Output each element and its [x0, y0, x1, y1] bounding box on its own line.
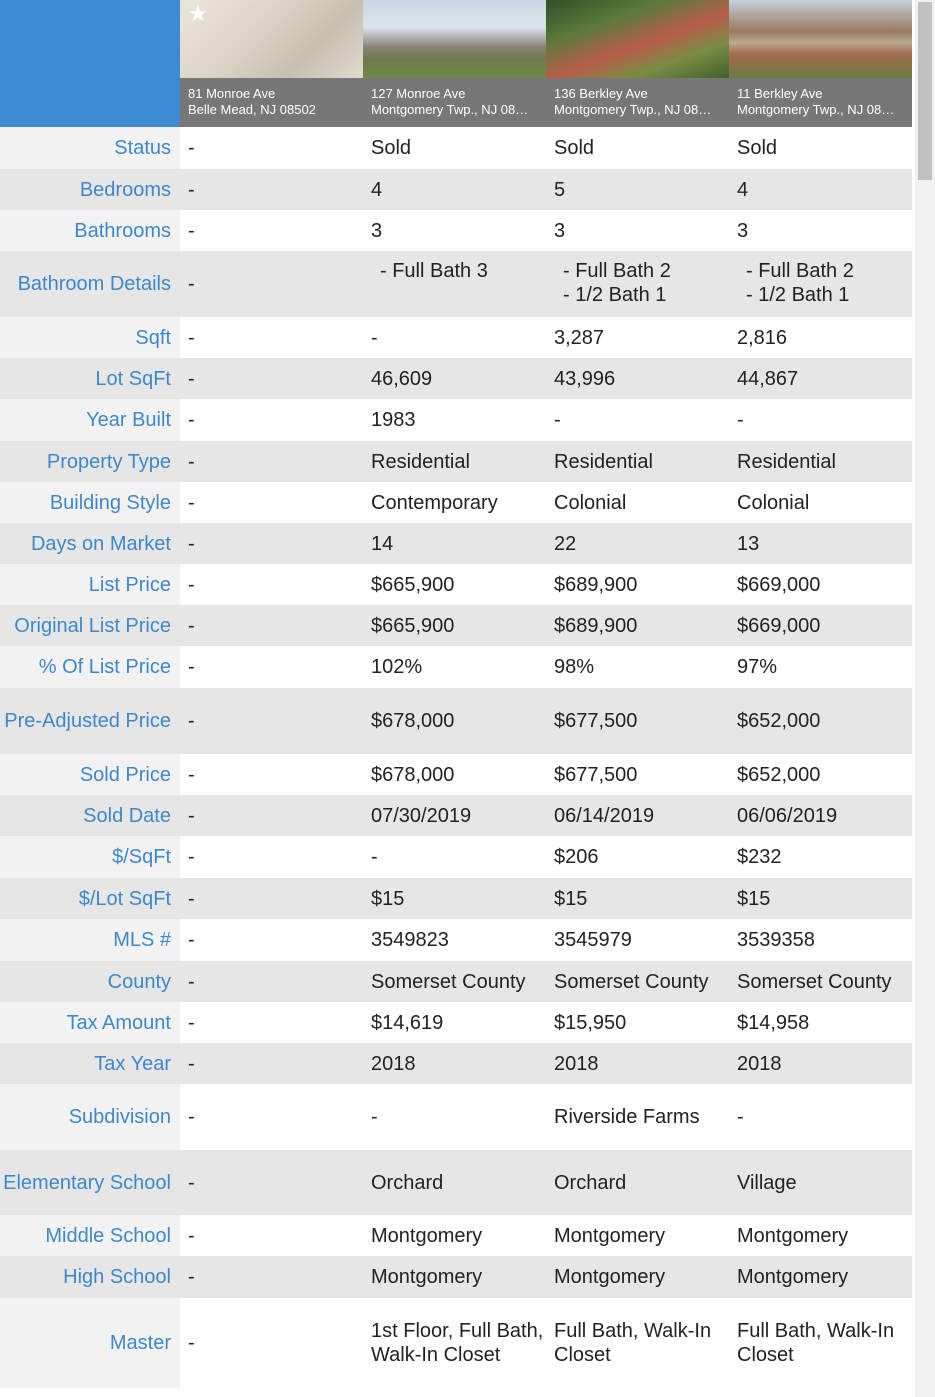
row-value: -: [180, 523, 363, 564]
row-label: Year Built: [0, 399, 180, 441]
row-value: $665,900: [363, 605, 546, 646]
table-row: [0, 754, 915, 795]
row-value: -: [180, 961, 363, 1002]
row-value: -: [188, 491, 195, 514]
table-row: [0, 646, 915, 688]
vertical-scrollbar[interactable]: [915, 0, 935, 1397]
row-value: Contemporary: [371, 491, 498, 514]
row-value: -: [180, 1150, 363, 1215]
row-label: Property Type: [0, 441, 180, 482]
row-label: Bathrooms: [0, 210, 180, 251]
row-value: 1st Floor, Full Bath, Walk-In Closet: [371, 1320, 544, 1366]
row-value: $15,950: [554, 1011, 627, 1034]
row-value: -: [188, 1011, 195, 1034]
row-label: Tax Year: [0, 1043, 180, 1084]
row-value: - Full Bath 3: [363, 251, 546, 317]
row-value: Colonial: [554, 491, 627, 514]
property-header-3[interactable]: [546, 0, 729, 127]
table-row: [0, 688, 915, 754]
table-row: [0, 1043, 915, 1084]
row-value: -: [180, 251, 363, 317]
row-value: $677,500: [554, 763, 638, 786]
row-value: Riverside Farms: [554, 1106, 700, 1128]
row-value: -: [180, 795, 363, 836]
property-address: 136 Berkley Ave: [554, 86, 648, 101]
row-value: $677,500: [546, 688, 729, 754]
row-value: $15: [729, 878, 912, 919]
property-city: Montgomery Twp., NJ 08…: [737, 102, 895, 117]
row-label: High School: [0, 1256, 180, 1298]
row-value: 06/06/2019: [729, 795, 912, 836]
property-caption: [546, 78, 729, 127]
row-value: 2018: [729, 1043, 912, 1084]
row-value: -: [188, 846, 195, 868]
row-value: Orchard: [546, 1150, 729, 1215]
row-label: Original List Price: [0, 605, 180, 646]
row-value: $206: [554, 846, 599, 868]
row-value: Village: [729, 1150, 912, 1215]
row-value: -: [371, 1106, 378, 1128]
colonial-house-photo[interactable]: [729, 0, 912, 78]
row-value: 3545979: [554, 929, 632, 951]
row-label: County: [0, 961, 180, 1002]
row-value: 43,996: [546, 358, 729, 399]
row-value: -: [180, 688, 363, 754]
row-value: Residential: [363, 441, 546, 482]
row-value: -: [737, 1106, 744, 1128]
property-caption: [180, 78, 363, 127]
row-value: Orchard: [363, 1150, 546, 1215]
table-row: [0, 482, 915, 523]
row-value: 44,867: [729, 358, 912, 399]
property-address: 127 Monroe Ave: [371, 86, 466, 101]
row-value: Residential: [729, 441, 912, 482]
row-value: 07/30/2019: [363, 795, 546, 836]
table-row: [0, 878, 915, 919]
row-value: $678,000: [363, 688, 546, 754]
property-header-4[interactable]: [729, 0, 912, 127]
house-photo[interactable]: [363, 0, 546, 78]
table-row: [0, 1256, 915, 1298]
row-value: 3: [554, 219, 566, 242]
row-value: -: [554, 409, 561, 431]
row-value: 3: [737, 219, 749, 242]
row-label: Days on Market: [0, 523, 180, 564]
row-value: 5: [546, 169, 729, 210]
table-row: [0, 919, 915, 961]
scrollbar-thumb[interactable]: [918, 2, 932, 180]
row-label: $/SqFt: [0, 836, 180, 878]
row-value: -: [180, 1043, 363, 1084]
row-value: 14: [363, 523, 546, 564]
row-value: $689,900: [554, 573, 638, 596]
row-value: -: [188, 409, 195, 431]
aerial-house-photo[interactable]: [546, 0, 729, 78]
row-value: Somerset County: [729, 961, 912, 1002]
row-label: Tax Amount: [0, 1002, 180, 1043]
header-row: [0, 0, 915, 127]
row-label: Bedrooms: [0, 169, 180, 210]
row-value: Montgomery: [363, 1256, 546, 1298]
row-value: $689,900: [546, 605, 729, 646]
row-value: 4: [729, 169, 912, 210]
row-label: Status: [0, 127, 180, 169]
row-label: Master: [0, 1298, 180, 1388]
table-row: [0, 1150, 915, 1215]
row-value: 13: [729, 523, 912, 564]
row-label: $/Lot SqFt: [0, 878, 180, 919]
row-value: 4: [363, 169, 546, 210]
row-value: -: [180, 605, 363, 646]
row-value: -: [188, 1224, 195, 1247]
row-value: -: [180, 441, 363, 482]
row-value: 102%: [371, 656, 423, 678]
table-row: [0, 1298, 915, 1388]
table-row: [0, 317, 915, 358]
row-value: -: [737, 409, 744, 431]
table-row: [0, 1215, 915, 1256]
row-value: $15: [363, 878, 546, 919]
row-value: 06/14/2019: [546, 795, 729, 836]
row-label: Bathroom Details: [0, 251, 180, 317]
property-caption: [729, 78, 912, 127]
row-value: Residential: [546, 441, 729, 482]
row-value: Montgomery: [554, 1224, 666, 1247]
table-row: [0, 523, 915, 564]
row-value: -: [180, 1256, 363, 1298]
property-header-1[interactable]: [180, 0, 363, 127]
row-value: $678,000: [371, 763, 455, 786]
row-value: $14,619: [371, 1011, 444, 1034]
table-row: [0, 1084, 915, 1150]
row-value: 1983: [371, 409, 416, 431]
table-row: [0, 441, 915, 482]
table-row: [0, 358, 915, 399]
row-value: -: [188, 326, 195, 349]
row-value: Somerset County: [546, 961, 729, 1002]
row-label: % Of List Price: [0, 646, 180, 688]
row-value: $665,900: [371, 573, 455, 596]
row-value: Somerset County: [363, 961, 546, 1002]
row-value: -: [188, 1106, 195, 1128]
row-value: 98%: [554, 656, 595, 678]
row-value: Montgomery: [737, 1224, 849, 1247]
row-value: Colonial: [737, 491, 810, 514]
row-label: Elementary School: [0, 1150, 180, 1215]
table-row: [0, 795, 915, 836]
property-header-2[interactable]: [363, 0, 546, 127]
row-label: Sqft: [0, 317, 180, 358]
table-row: [0, 169, 915, 210]
property-city: Montgomery Twp., NJ 08…: [554, 102, 712, 117]
property-address: 81 Monroe Ave: [188, 86, 276, 101]
row-value: 3549823: [371, 929, 449, 951]
row-label: Building Style: [0, 482, 180, 523]
row-value: Sold: [737, 137, 778, 159]
table-row: [0, 210, 915, 251]
row-value: $652,000: [737, 763, 821, 786]
row-label: Sold Date: [0, 795, 180, 836]
table-row: [0, 961, 915, 1002]
row-value: 46,609: [363, 358, 546, 399]
row-value: 22: [546, 523, 729, 564]
favorite-star-icon[interactable]: ★: [188, 1, 208, 26]
row-value: -: [188, 137, 195, 159]
row-value: -: [188, 1332, 195, 1354]
row-value: Montgomery: [371, 1224, 483, 1247]
row-value: -: [371, 846, 378, 868]
row-label: Lot SqFt: [0, 358, 180, 399]
table-row: [0, 127, 915, 169]
row-value: $14,958: [737, 1011, 810, 1034]
row-value: $15: [546, 878, 729, 919]
row-value: $669,000: [729, 605, 912, 646]
row-label: Sold Price: [0, 754, 180, 795]
row-value: $669,000: [737, 573, 821, 596]
row-value: 2018: [546, 1043, 729, 1084]
row-value: -: [188, 573, 195, 596]
row-value: 3: [371, 219, 383, 242]
property-caption: [363, 78, 546, 127]
row-value: 2018: [363, 1043, 546, 1084]
table-row: [0, 605, 915, 646]
row-value: Sold: [554, 137, 595, 159]
row-label: List Price: [0, 564, 180, 605]
row-value: Montgomery: [729, 1256, 912, 1298]
row-value: -: [188, 656, 195, 678]
table-row: [0, 564, 915, 605]
property-city: Montgomery Twp., NJ 08…: [371, 102, 529, 117]
row-value: 97%: [737, 656, 778, 678]
row-value: Full Bath, Walk-In Closet: [554, 1320, 712, 1366]
row-value: -: [180, 358, 363, 399]
row-value: -: [180, 878, 363, 919]
row-label: Pre-Adjusted Price: [0, 688, 180, 754]
row-value: $232: [737, 846, 782, 868]
row-label: Middle School: [0, 1215, 180, 1256]
row-value: - Full Bath 2 - 1/2 Bath 1: [546, 251, 729, 317]
row-value: Montgomery: [546, 1256, 729, 1298]
row-value: -: [188, 929, 195, 951]
table-row: [0, 399, 915, 441]
property-city: Belle Mead, NJ 08502: [188, 102, 316, 117]
table-row: [0, 1002, 915, 1043]
row-value: 3,287: [554, 326, 605, 349]
property-address: 11 Berkley Ave: [737, 86, 823, 101]
row-value: 2,816: [737, 326, 788, 349]
row-value: -: [188, 219, 195, 242]
row-label: MLS #: [0, 919, 180, 961]
row-value: 3539358: [737, 929, 815, 951]
table-row: [0, 836, 915, 878]
row-value: Sold: [371, 137, 412, 159]
table-body: [0, 127, 915, 1388]
row-label: Subdivision: [0, 1084, 180, 1150]
row-value: - Full Bath 2 - 1/2 Bath 1: [729, 251, 912, 317]
row-value: $652,000: [729, 688, 912, 754]
row-value: -: [180, 169, 363, 210]
header-corner: [0, 0, 180, 127]
table-row: [0, 251, 915, 317]
row-value: Full Bath, Walk-In Closet: [737, 1320, 895, 1366]
row-value: -: [188, 763, 195, 786]
row-value: -: [371, 326, 378, 349]
